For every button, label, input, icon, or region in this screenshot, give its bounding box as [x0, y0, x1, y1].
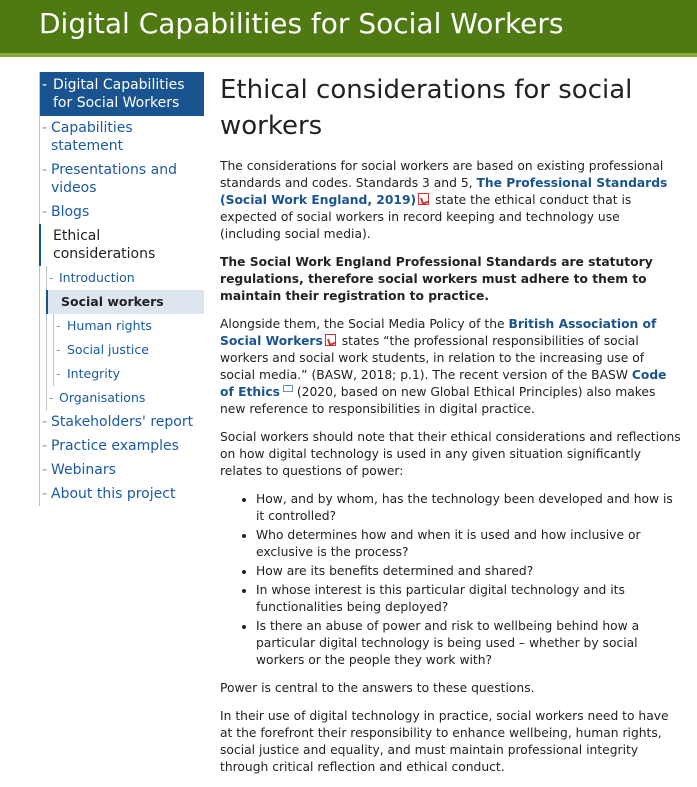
list-item: • In whose interest is this particular digital technology and its functionalities being deployed?	[256, 582, 682, 616]
sidebar-item-label: Social justice	[67, 342, 149, 357]
dash-marker: -	[56, 318, 61, 333]
sidebar-item-organisations[interactable]	[47, 386, 204, 410]
sidebar-subsubnav	[53, 314, 204, 386]
dash-marker: -	[56, 366, 61, 381]
sidebar-item-label: Webinars	[51, 462, 116, 478]
sidebar-item-label: Stakeholders' report	[51, 414, 194, 430]
pdf-icon	[325, 334, 336, 346]
dash-marker: -	[42, 462, 48, 478]
list-item: • How are its benefits determined and shared?	[256, 563, 682, 580]
paragraph-text: Alongside them, the Social Media Policy of the	[220, 317, 509, 331]
power-intro-paragraph: Social workers should note that their ethical considerations and reflections on how digital technology is used in any given situation significantly relates to questions of power:	[220, 430, 681, 478]
dash-marker: -	[42, 204, 48, 220]
dash-marker: -	[42, 486, 48, 502]
sidebar-item-social-workers[interactable]	[46, 290, 204, 314]
sidebar-item-webinars[interactable]	[40, 458, 204, 482]
site-title[interactable]: Digital Capabilities for Social Workers	[39, 7, 564, 40]
sidebar-item-label: Capabilities statement	[51, 120, 133, 154]
main-content	[220, 72, 682, 787]
sidebar-item-label: Digital Capabilities for Social Workers	[53, 77, 185, 111]
professional-standards-link[interactable]: The Professional Standards (Social Work England, 2019)	[220, 176, 668, 207]
sidebar-nav	[39, 72, 204, 506]
paragraph-text: states “the professional responsibilities of social workers and social work students, in relation to the increasing use of social media.” (BASW, 2018; p.1). The recent version of the BASW	[220, 334, 645, 382]
questions-list	[220, 491, 682, 669]
sidebar-item-integrity[interactable]	[54, 362, 204, 386]
sidebar-item-ethical-considerations[interactable]	[39, 224, 204, 266]
dash-marker: -	[42, 120, 48, 136]
sidebar-item-capabilities[interactable]	[40, 116, 204, 158]
power-paragraph: Power is central to the answers to these questions.	[220, 681, 535, 695]
code-of-ethics-link[interactable]: Code of Ethics	[220, 368, 667, 399]
page-title: Ethical considerations for social workers	[220, 75, 633, 141]
sidebar-item-label: Integrity	[67, 366, 121, 381]
external-link-icon	[283, 385, 293, 392]
sidebar-item-home[interactable]	[40, 72, 204, 116]
sidebar-item-introduction[interactable]	[47, 266, 204, 290]
responsibility-paragraph: In their use of digital technology in practice, social workers need to have at the forefront their responsibility to enhance wellbeing, human rights, social justice and equality, and must maintain professional integrity through critical reflection and ethical conduct.	[220, 709, 669, 774]
paragraph-text: state the ethical conduct that is expected of social workers in record keeping and technology use (including social media).	[220, 193, 632, 241]
sidebar-item-label: Blogs	[51, 204, 90, 220]
sidebar-item-presentations[interactable]	[40, 158, 204, 200]
dash-marker: -	[42, 77, 48, 93]
list-item: • Who determines how and when it is used and how inclusive or exclusive is the process?	[256, 527, 682, 561]
paragraph-text: The considerations for social workers are based on existing professional standards and codes. Standards 3 and 5,	[220, 159, 664, 190]
list-item: • Is there an abuse of power and risk to wellbeing behind how a particular digital technology is being used – whether by social workers or the people they work with?	[256, 618, 682, 669]
dash-marker: -	[42, 438, 48, 454]
site-header	[0, 0, 697, 57]
basw-paragraph	[220, 316, 682, 418]
sidebar-item-label: Presentations and videos	[51, 162, 178, 196]
list-item: • How, and by whom, has the technology been developed and how is it controlled?	[256, 491, 682, 525]
sidebar-item-practice-examples[interactable]	[40, 434, 204, 458]
sidebar-item-stakeholders-report[interactable]	[40, 410, 204, 434]
intro-paragraph	[220, 158, 682, 243]
statutory-paragraph: The Social Work England Professional Standards are statutory regulations, therefore social workers must adhere to them to maintain their registration to practice.	[220, 255, 653, 303]
sidebar-item-label: Human rights	[67, 318, 152, 333]
sidebar-item-label: Introduction	[59, 270, 135, 285]
dash-marker: -	[42, 414, 48, 430]
sidebar-item-label: About this project	[51, 486, 176, 502]
dash-marker: -	[49, 270, 54, 285]
sidebar-item-label: Social workers	[61, 294, 164, 309]
sidebar-item-label: Ethical considerations	[53, 228, 156, 262]
sidebar-item-label: Organisations	[59, 390, 146, 405]
dash-marker: -	[42, 162, 48, 178]
basw-social-media-link[interactable]: British Association of Social Workers	[220, 317, 657, 348]
sidebar-item-blogs[interactable]	[40, 200, 204, 224]
dash-marker: -	[49, 390, 54, 405]
sidebar-item-about[interactable]	[40, 482, 204, 506]
dash-marker: -	[56, 342, 61, 357]
sidebar-item-social-justice[interactable]	[54, 338, 204, 362]
sidebar-subnav	[46, 266, 204, 410]
sidebar-item-label: Practice examples	[51, 438, 179, 454]
paragraph-text: (2020, based on new Global Ethical Principles) also makes new reference to responsibilities in digital practice.	[220, 385, 656, 416]
sidebar-item-human-rights[interactable]	[54, 314, 204, 338]
pdf-icon	[418, 193, 429, 205]
